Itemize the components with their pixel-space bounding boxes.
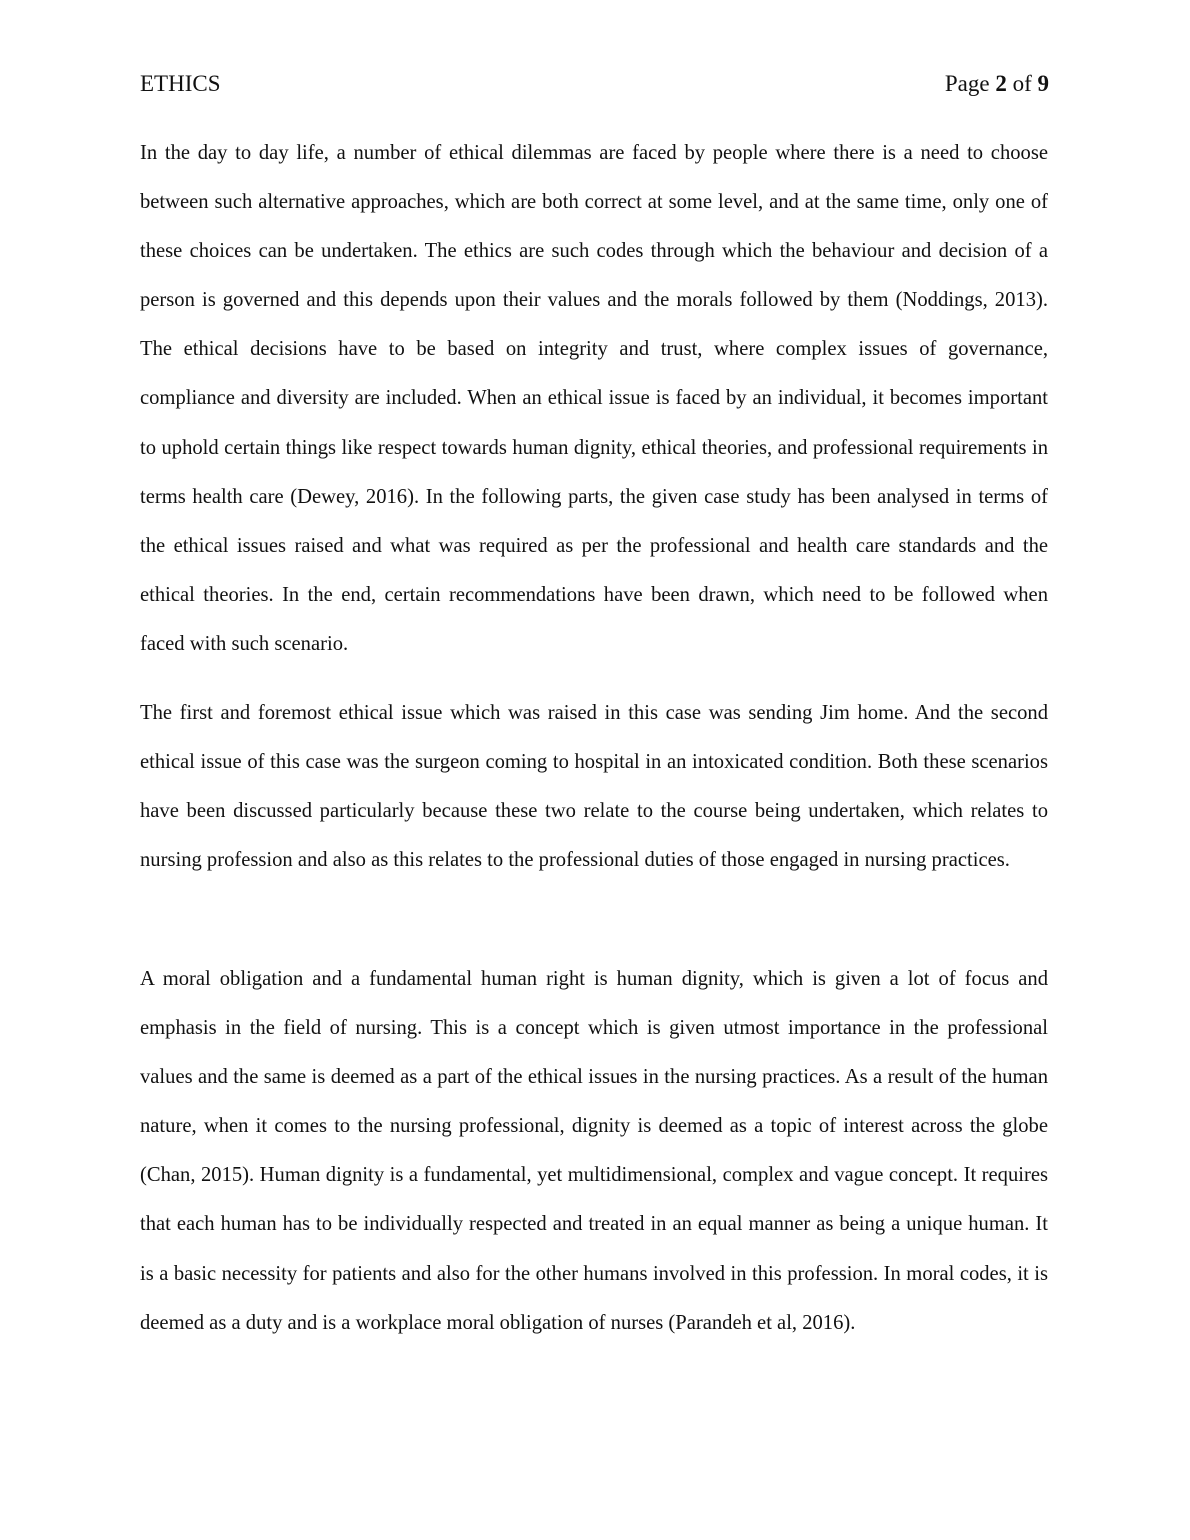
page-of-word: of bbox=[1012, 71, 1032, 96]
page-header bbox=[140, 70, 1049, 100]
current-page-number: 2 bbox=[995, 71, 1007, 96]
page-word: Page bbox=[944, 71, 990, 96]
body-paragraph-ethical-issues: The first and foremost ethical issue which was raised in this case was sending Jim home. And the second ethical issue of this case was the surgeon coming to hospital in an intoxicated condition. Both these scenarios have been discussed particularly because these two relate to the course being undertaken, which relates to nursing profession and also as this relates to the professional duties of those engaged in nursing practices. bbox=[140, 702, 1048, 872]
body-paragraph-human-dignity: A moral obligation and a fundamental human right is human dignity, which is given a lot of focus and emphasis in the field of nursing. This is a concept which is given utmost importance in the professional values and the same is deemed as a part of the ethical issues in the nursing practices. As a result of the human nature, when it comes to the nursing professional, dignity is deemed as a topic of interest across the globe (Chan, 2015). Human dignity is a fundamental, yet multidimensional, complex and vague concept. It requires that each human has to be individually respected and treated in an equal manner as being a unique human. It is a basic necessity for patients and also for the other humans involved in this profession. In moral codes, it is deemed as a duty and is a workplace moral obligation of nurses (Parandeh et al, 2016). bbox=[140, 968, 1048, 1334]
total-page-count: 9 bbox=[1037, 71, 1049, 96]
header-title: ETHICS bbox=[140, 71, 221, 96]
page-number-indicator bbox=[945, 70, 1049, 98]
body-paragraph-intro: In the day to day life, a number of ethical dilemmas are faced by people where there is a need to choose between such alternative approaches, which are both correct at some level, and at the same time, only one of these choices can be undertaken. The ethics are such codes through which the behaviour and decision of a person is governed and this depends upon their values and the morals followed by them (Noddings, 2013). The ethical decisions have to be based on integrity and trust, where complex issues of governance, compliance and diversity are included. When an ethical issue is faced by an individual, it becomes important to uphold certain things like respect towards human dignity, ethical theories, and professional requirements in terms health care (Dewey, 2016). In the following parts, the given case study has been analysed in terms of the ethical issues raised and what was required as per the professional and health care standards and the ethical theories. In the end, certain recommendations have been drawn, which need to be followed when faced with such scenario. bbox=[140, 142, 1048, 655]
